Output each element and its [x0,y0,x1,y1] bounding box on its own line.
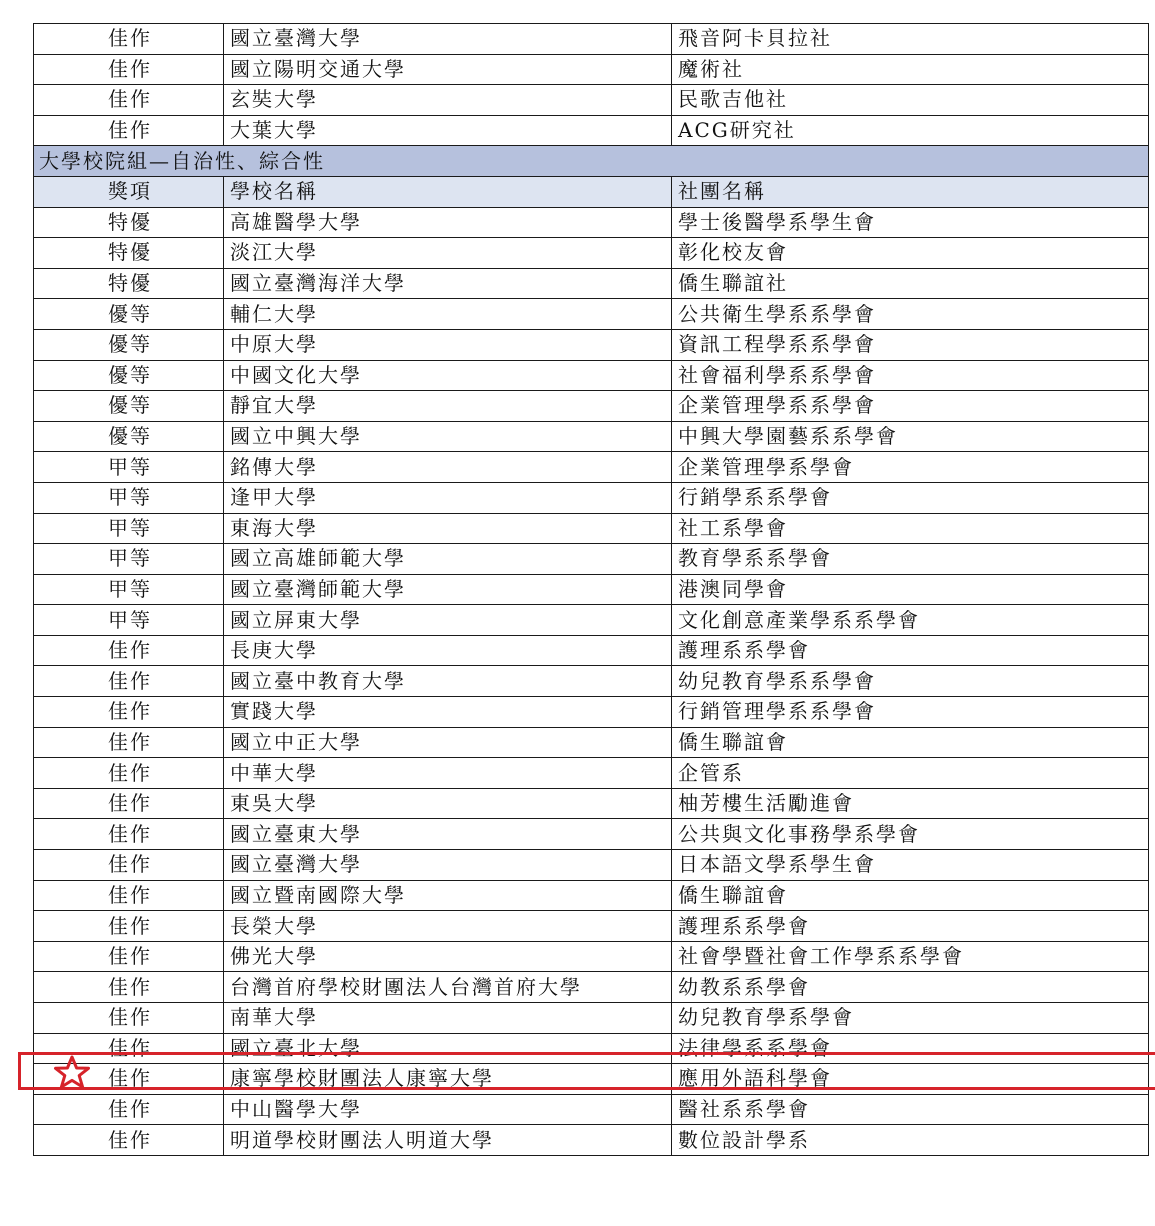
award-cell: 佳作 [34,697,224,728]
club-cell: ACG研究社 [672,115,1149,146]
table-row [34,24,1149,55]
table-row [34,421,1149,452]
star-icon [52,1055,92,1089]
club-cell: 幼教系系學會 [672,972,1149,1003]
school-cell: 國立臺灣大學 [224,24,672,55]
award-cell: 特優 [34,207,224,238]
table-row [34,605,1149,636]
school-cell: 台灣首府學校財團法人台灣首府大學 [224,972,672,1003]
award-cell: 佳作 [34,1033,224,1064]
award-cell: 佳作 [34,819,224,850]
header-award: 獎項 [34,176,224,207]
club-cell: 社工系學會 [672,513,1149,544]
school-cell: 東海大學 [224,513,672,544]
award-cell: 佳作 [34,24,224,55]
school-cell: 淡江大學 [224,238,672,269]
header-school: 學校名稱 [224,176,672,207]
club-cell: 護理系系學會 [672,635,1149,666]
table-row [34,1033,1149,1064]
club-cell: 資訊工程學系系學會 [672,329,1149,360]
school-cell: 國立陽明交通大學 [224,54,672,85]
table-row [34,819,1149,850]
award-cell: 特優 [34,268,224,299]
award-table [33,23,1149,1156]
club-cell: 企管系 [672,758,1149,789]
table-row [34,911,1149,942]
table-row [34,360,1149,391]
award-cell: 佳作 [34,911,224,942]
school-cell: 國立臺灣海洋大學 [224,268,672,299]
school-cell: 銘傳大學 [224,452,672,483]
award-cell: 佳作 [34,972,224,1003]
club-cell: 日本語文學系學生會 [672,850,1149,881]
club-cell: 飛音阿卡貝拉社 [672,24,1149,55]
school-cell: 中原大學 [224,329,672,360]
school-cell: 國立臺東大學 [224,819,672,850]
header-row [34,176,1149,207]
award-cell: 甲等 [34,605,224,636]
award-cell: 甲等 [34,513,224,544]
school-cell: 國立臺中教育大學 [224,666,672,697]
table-row [34,268,1149,299]
school-cell: 長榮大學 [224,911,672,942]
school-cell: 高雄醫學大學 [224,207,672,238]
table-row [34,972,1149,1003]
club-cell: 法律學系系學會 [672,1033,1149,1064]
school-cell: 中國文化大學 [224,360,672,391]
table-row [34,115,1149,146]
table-row [34,1003,1149,1034]
club-cell: 幼兒教育學系系學會 [672,666,1149,697]
award-cell: 甲等 [34,544,224,575]
club-cell: 僑生聯誼會 [672,880,1149,911]
table-row [34,574,1149,605]
table-row [34,850,1149,881]
table-row [34,1064,1149,1095]
table-row [34,54,1149,85]
award-cell: 佳作 [34,758,224,789]
table-body [34,207,1149,1155]
school-cell: 中山醫學大學 [224,1094,672,1125]
school-cell: 實踐大學 [224,697,672,728]
school-cell: 國立臺北大學 [224,1033,672,1064]
club-cell: 企業管理學系學會 [672,452,1149,483]
table-row [34,85,1149,116]
school-cell: 輔仁大學 [224,299,672,330]
award-cell: 佳作 [34,115,224,146]
award-cell: 甲等 [34,574,224,605]
table-row [34,513,1149,544]
club-cell: 港澳同學會 [672,574,1149,605]
award-cell: 佳作 [34,1125,224,1156]
table-row [34,207,1149,238]
school-cell: 國立高雄師範大學 [224,544,672,575]
table-row [34,391,1149,422]
school-cell: 長庚大學 [224,635,672,666]
club-cell: 僑生聯誼社 [672,268,1149,299]
table-row [34,788,1149,819]
club-cell: 中興大學園藝系系學會 [672,421,1149,452]
club-cell: 行銷學系系學會 [672,482,1149,513]
table-row [34,880,1149,911]
award-cell: 佳作 [34,1003,224,1034]
table-row [34,329,1149,360]
school-cell: 大葉大學 [224,115,672,146]
school-cell: 康寧學校財團法人康寧大學 [224,1064,672,1095]
award-cell: 佳作 [34,635,224,666]
club-cell: 行銷管理學系系學會 [672,697,1149,728]
table-row [34,482,1149,513]
club-cell: 公共與文化事務學系學會 [672,819,1149,850]
club-cell: 公共衛生學系系學會 [672,299,1149,330]
club-cell: 醫社系系學會 [672,1094,1149,1125]
award-cell: 甲等 [34,482,224,513]
table-row [34,544,1149,575]
club-cell: 社會學暨社會工作學系系學會 [672,941,1149,972]
school-cell: 東吳大學 [224,788,672,819]
school-cell: 國立臺灣大學 [224,850,672,881]
award-cell: 優等 [34,391,224,422]
award-cell: 佳作 [34,54,224,85]
header-club: 社團名稱 [672,176,1149,207]
school-cell: 國立暨南國際大學 [224,880,672,911]
award-cell: 優等 [34,329,224,360]
award-cell: 優等 [34,360,224,391]
school-cell: 國立臺灣師範大學 [224,574,672,605]
award-cell: 佳作 [34,727,224,758]
table-row [34,1094,1149,1125]
school-cell: 佛光大學 [224,941,672,972]
club-cell: 柚芳樓生活勵進會 [672,788,1149,819]
school-cell: 明道學校財團法人明道大學 [224,1125,672,1156]
table-row [34,1125,1149,1156]
table-row [34,666,1149,697]
school-cell: 玄奘大學 [224,85,672,116]
table-row [34,238,1149,269]
club-cell: 僑生聯誼會 [672,727,1149,758]
award-table-sheet [33,23,1148,1156]
award-cell: 優等 [34,421,224,452]
award-cell: 佳作 [34,850,224,881]
award-cell: 優等 [34,299,224,330]
club-cell: 企業管理學系系學會 [672,391,1149,422]
award-cell: 佳作 [34,941,224,972]
club-cell: 民歌吉他社 [672,85,1149,116]
table-row [34,635,1149,666]
award-cell: 佳作 [34,1094,224,1125]
school-cell: 國立屏東大學 [224,605,672,636]
table-row [34,727,1149,758]
club-cell: 彰化校友會 [672,238,1149,269]
school-cell: 國立中興大學 [224,421,672,452]
club-cell: 教育學系系學會 [672,544,1149,575]
award-cell: 佳作 [34,1064,224,1095]
table-row [34,299,1149,330]
section-title: 大學校院組—自治性、綜合性 [34,146,1149,177]
club-cell: 數位設計學系 [672,1125,1149,1156]
club-cell: 文化創意產業學系系學會 [672,605,1149,636]
school-cell: 國立中正大學 [224,727,672,758]
club-cell: 魔術社 [672,54,1149,85]
club-cell: 應用外語科學會 [672,1064,1149,1095]
table-row [34,758,1149,789]
table-row [34,452,1149,483]
school-cell: 靜宜大學 [224,391,672,422]
club-cell: 幼兒教育學系學會 [672,1003,1149,1034]
table-row [34,941,1149,972]
club-cell: 社會福利學系系學會 [672,360,1149,391]
award-cell: 甲等 [34,452,224,483]
school-cell: 南華大學 [224,1003,672,1034]
school-cell: 中華大學 [224,758,672,789]
award-cell: 特優 [34,238,224,269]
club-cell: 護理系系學會 [672,911,1149,942]
award-cell: 佳作 [34,85,224,116]
club-cell: 學士後醫學系學生會 [672,207,1149,238]
section-title-row [34,146,1149,177]
table-row [34,697,1149,728]
award-cell: 佳作 [34,666,224,697]
award-cell: 佳作 [34,880,224,911]
school-cell: 逢甲大學 [224,482,672,513]
award-cell: 佳作 [34,788,224,819]
